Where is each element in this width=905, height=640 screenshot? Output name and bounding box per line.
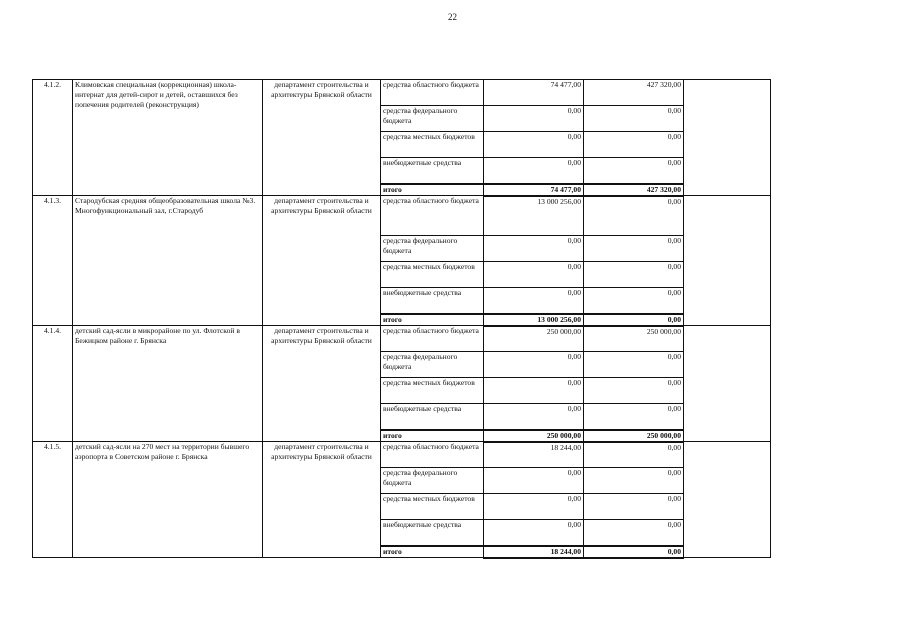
amount-second-year: 0,00 (584, 520, 684, 546)
project-name: детский сад-ясли в микрорайоне по ул. Флотской в Бежицком районе г. Брянска (73, 326, 263, 442)
amount-first-year: 250 000,00 (484, 326, 584, 352)
amount-second-year: 0,00 (584, 378, 684, 404)
amount-second-year: 0,00 (584, 288, 684, 314)
amount-first-year: 0,00 (484, 404, 584, 430)
project-name: Климовская специальная (коррекционная) школа-интернат для детей-сирот и детей, оставшихся без попечения родителей (реконструкция) (73, 80, 263, 196)
item-number: 4.1.4. (33, 326, 73, 442)
amount-first-year: 0,00 (484, 158, 584, 184)
amount-second-year: 250 000,00 (584, 326, 684, 352)
funding-source-label: средства местных бюджетов (381, 132, 484, 158)
funding-source-label: внебюджетные средства (381, 158, 484, 184)
project-name: Стародубская средняя общеобразовательная школа №3. Многофункциональный зал, г.Стародуб (73, 196, 263, 326)
funding-source-label: средства местных бюджетов (381, 262, 484, 288)
funding-total-label: итого (381, 184, 484, 196)
empty-column-cell (684, 442, 771, 558)
amount-first-year: 0,00 (484, 520, 584, 546)
funding-total-label: итого (381, 430, 484, 442)
funding-total-label: итого (381, 314, 484, 326)
table-row (33, 326, 771, 352)
responsible-department: департамент строительства и архитектуры Брянской области (263, 442, 381, 558)
empty-column-cell (684, 326, 771, 442)
funding-source-label: средства федерального бюджета (381, 236, 484, 262)
responsible-department: департамент строительства и архитектуры Брянской области (263, 326, 381, 442)
amount-second-year: 250 000,00 (584, 430, 684, 442)
table-row (33, 196, 771, 236)
amount-second-year: 0,00 (584, 442, 684, 468)
amount-first-year: 74 477,00 (484, 80, 584, 106)
empty-column-cell (684, 196, 771, 326)
amount-second-year: 0,00 (584, 352, 684, 378)
amount-second-year: 427 320,00 (584, 184, 684, 196)
amount-first-year: 0,00 (484, 262, 584, 288)
amount-second-year: 0,00 (584, 314, 684, 326)
amount-first-year: 0,00 (484, 236, 584, 262)
funding-source-label: внебюджетные средства (381, 404, 484, 430)
amount-second-year: 0,00 (584, 106, 684, 132)
amount-first-year: 13 000 256,00 (484, 196, 584, 236)
amount-first-year: 0,00 (484, 288, 584, 314)
table-row (33, 80, 771, 106)
amount-first-year: 0,00 (484, 494, 584, 520)
funding-source-label: средства местных бюджетов (381, 378, 484, 404)
amount-second-year: 0,00 (584, 494, 684, 520)
funding-total-label: итого (381, 546, 484, 558)
responsible-department: департамент строительства и архитектуры Брянской области (263, 196, 381, 326)
funding-source-label: внебюджетные средства (381, 288, 484, 314)
amount-first-year: 0,00 (484, 106, 584, 132)
item-number: 4.1.3. (33, 196, 73, 326)
table-body (33, 80, 771, 558)
amount-first-year: 0,00 (484, 468, 584, 494)
amount-first-year: 250 000,00 (484, 430, 584, 442)
amount-first-year: 0,00 (484, 132, 584, 158)
amount-first-year: 18 244,00 (484, 546, 584, 558)
amount-second-year: 0,00 (584, 196, 684, 236)
amount-first-year: 18 244,00 (484, 442, 584, 468)
amount-first-year: 74 477,00 (484, 184, 584, 196)
funding-source-label: средства областного бюджета (381, 442, 484, 468)
amount-first-year: 0,00 (484, 352, 584, 378)
funding-source-label: средства областного бюджета (381, 196, 484, 236)
responsible-department: департамент строительства и архитектуры Брянской области (263, 80, 381, 196)
budget-table (32, 79, 771, 559)
amount-second-year: 0,00 (584, 404, 684, 430)
item-number: 4.1.2. (33, 80, 73, 196)
item-number: 4.1.5. (33, 442, 73, 558)
amount-second-year: 0,00 (584, 546, 684, 558)
amount-second-year: 0,00 (584, 262, 684, 288)
amount-first-year: 0,00 (484, 378, 584, 404)
table-row (33, 442, 771, 468)
amount-second-year: 0,00 (584, 468, 684, 494)
funding-source-label: средства областного бюджета (381, 326, 484, 352)
amount-second-year: 0,00 (584, 236, 684, 262)
amount-first-year: 13 000 256,00 (484, 314, 584, 326)
funding-source-label: внебюджетные средства (381, 520, 484, 546)
amount-second-year: 427 320,00 (584, 80, 684, 106)
funding-source-label: средства федерального бюджета (381, 352, 484, 378)
amount-second-year: 0,00 (584, 158, 684, 184)
funding-source-label: средства областного бюджета (381, 80, 484, 106)
funding-source-label: средства федерального бюджета (381, 468, 484, 494)
funding-source-label: средства местных бюджетов (381, 494, 484, 520)
funding-source-label: средства федерального бюджета (381, 106, 484, 132)
page-number: 22 (448, 12, 457, 22)
empty-column-cell (684, 80, 771, 196)
amount-second-year: 0,00 (584, 132, 684, 158)
project-name: детский сад-ясли на 270 мест на территории бывшего аэропорта в Советском районе г. Брянска (73, 442, 263, 558)
